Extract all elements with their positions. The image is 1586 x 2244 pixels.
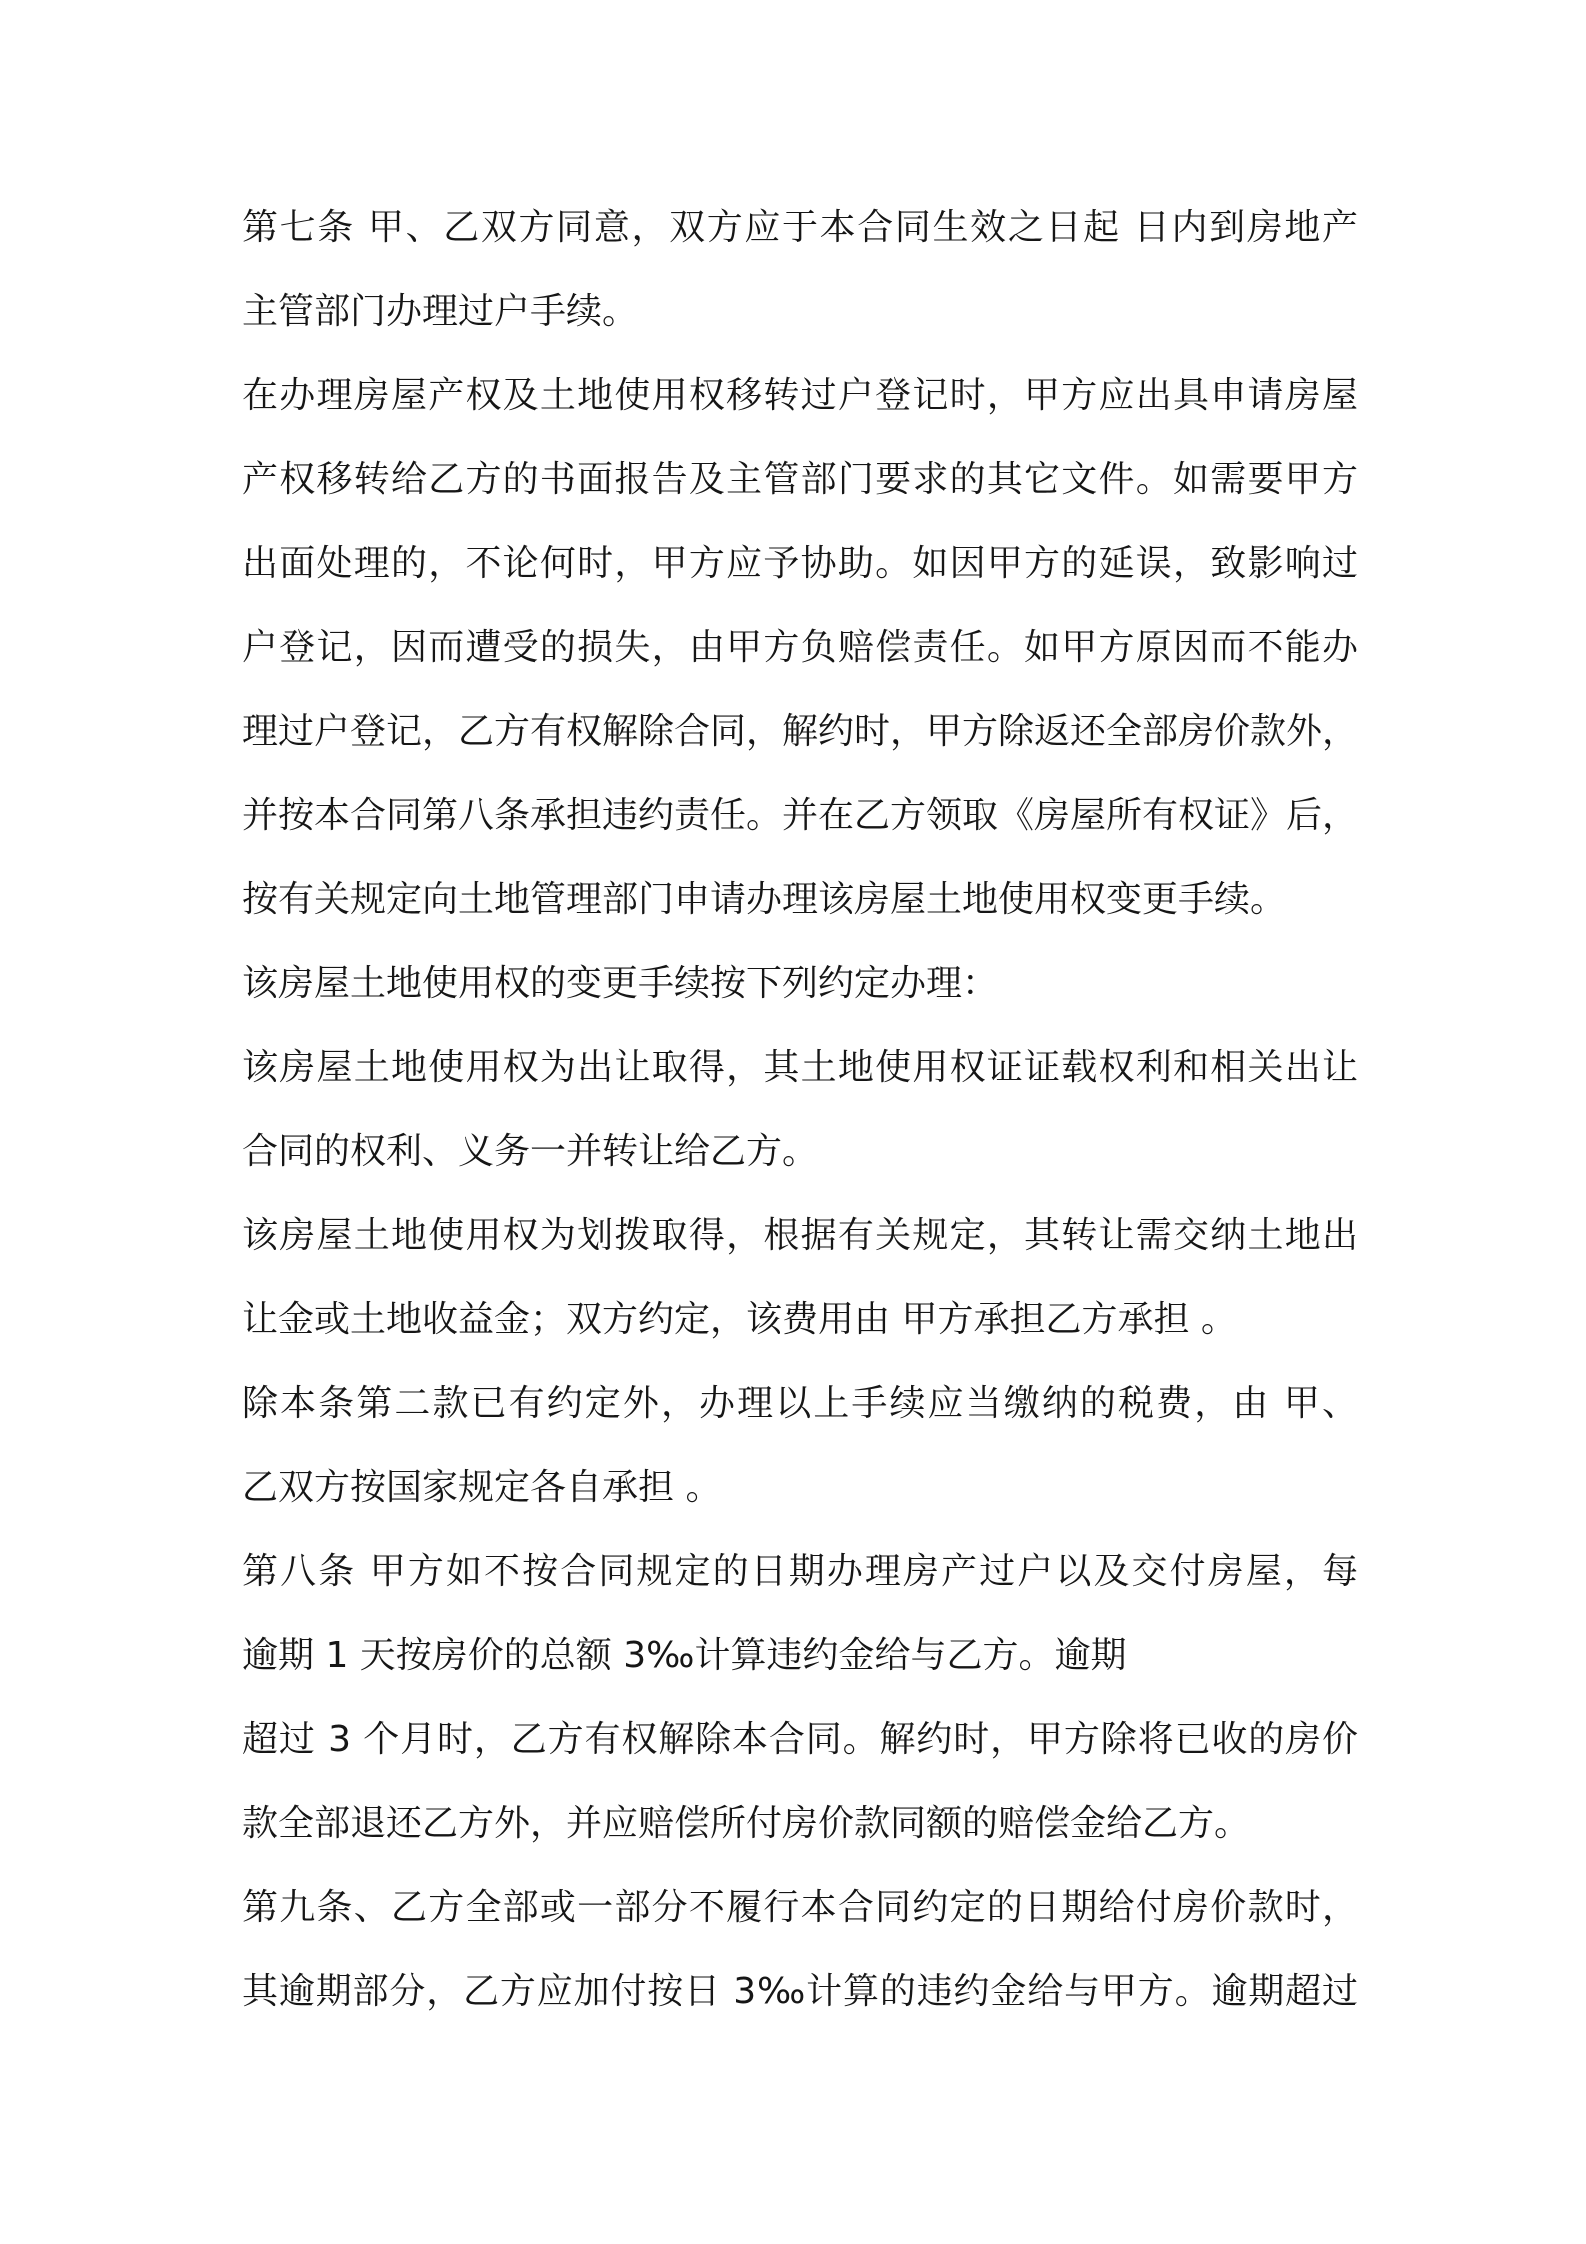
text-line: 除本条第二款已有约定外，办理以上手续应当缴纳的税费，由 甲、	[242, 1383, 1358, 1424]
text-line: 款全部退还乙方外，并应赔偿所付房价款同额的赔偿金给乙方。	[242, 1803, 1251, 1844]
text-line: 第八条 甲方如不按合同规定的日期办理房产过户以及交付房屋，每	[242, 1551, 1358, 1592]
text-line: 超过 3 个月时，乙方有权解除本合同。解约时，甲方除将已收的房价	[242, 1719, 1358, 1760]
text-line: 乙双方按国家规定各自承担 。	[242, 1467, 722, 1508]
text-line: 产权移转给乙方的书面报告及主管部门要求的其它文件。如需要甲方	[242, 459, 1358, 500]
text-line: 户登记，因而遭受的损失，由甲方负赔偿责任。如甲方原因而不能办	[242, 627, 1358, 668]
text-line: 该房屋土地使用权为出让取得，其土地使用权证证载权利和相关出让	[242, 1047, 1358, 1088]
text-line: 在办理房屋产权及土地使用权移转过户登记时，甲方应出具申请房屋	[242, 375, 1358, 416]
text-line: 并按本合同第八条承担违约责任。并在乙方领取《房屋所有权证》后，	[242, 795, 1358, 836]
text-line: 按有关规定向土地管理部门申请办理该房屋土地使用权变更手续。	[242, 879, 1287, 920]
contract-text	[242, 186, 1358, 2034]
text-line: 主管部门办理过户手续。	[242, 291, 639, 332]
text-line: 出面处理的，不论何时，甲方应予协助。如因甲方的延误，致影响过	[242, 543, 1358, 584]
text-line: 该房屋土地使用权的变更手续按下列约定办理：	[242, 963, 999, 1004]
text-line: 第七条 甲、乙双方同意，双方应于本合同生效之日起 日内到房地产	[242, 207, 1358, 248]
text-line: 第九条、乙方全部或一部分不履行本合同约定的日期给付房价款时，	[242, 1887, 1358, 1928]
text-line: 合同的权利、义务一并转让给乙方。	[242, 1131, 819, 1172]
text-line: 逾期 1 天按房价的总额 3‰计算违约金给与乙方。逾期	[242, 1635, 1127, 1676]
text-line: 理过户登记，乙方有权解除合同，解约时，甲方除返还全部房价款外，	[242, 711, 1358, 752]
text-line: 该房屋土地使用权为划拨取得，根据有关规定，其转让需交纳土地出	[242, 1215, 1358, 1256]
text-line: 让金或土地收益金；双方约定，该费用由 甲方承担乙方承担 。	[242, 1299, 1237, 1340]
text-line: 其逾期部分，乙方应加付按日 3‰计算的违约金给与甲方。逾期超过	[242, 1971, 1358, 2012]
